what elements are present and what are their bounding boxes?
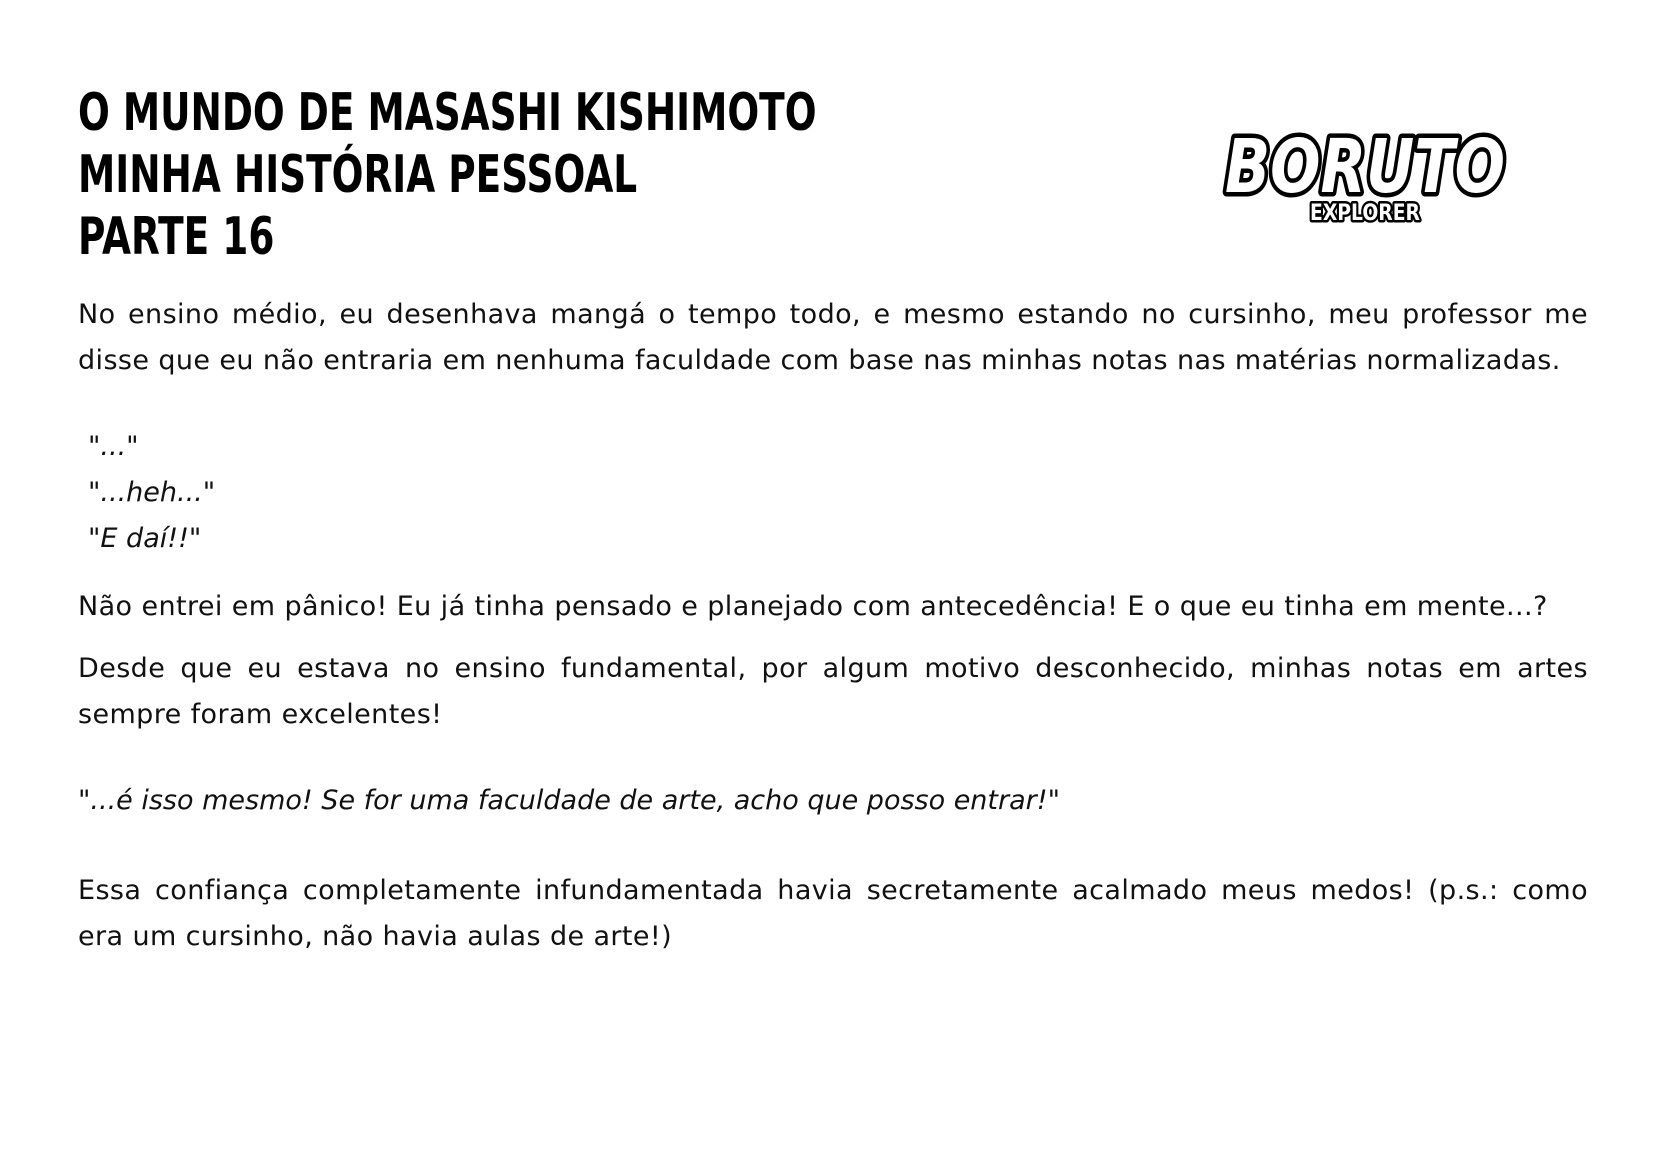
- quote-ellipsis: "...": [88, 431, 139, 462]
- boruto-explorer-logo: [1215, 120, 1515, 230]
- paragraph-2: Não entrei em pânico! Eu já tinha pensado e planejado com antecedência! E o que eu tinha em mente...?: [78, 591, 1548, 622]
- paragraph-3: Desde que eu estava no ensino fundamental, por algum motivo desconhecido, minhas notas em artes sempre foram excelentes!: [78, 653, 1588, 730]
- paragraph-1: No ensino médio, eu desenhava mangá o tempo todo, e mesmo estando no cursinho, meu professor me disse que eu não entraria em nenhuma faculdade com base nas minhas notas nas matérias normalizadas.: [78, 299, 1588, 376]
- quote-e-dai: "E daí!!": [88, 523, 202, 554]
- logo-main-text: [1225, 124, 1505, 210]
- title-line-3: PARTE 16: [78, 207, 275, 267]
- dialogue-block: [88, 424, 1588, 562]
- quote-art-school: "...é isso mesmo! Se for uma faculdade de arte, acho que posso entrar!": [78, 785, 1060, 816]
- paragraph-4: Essa confiança completamente infundamentada havia secretamente acalmado meus medos! (p.s.: como era um cursinho, não havia aulas de arte!): [78, 875, 1588, 952]
- svg-text:BORUTO: BORUTO: [1225, 124, 1505, 210]
- title-line-2: MINHA HISTÓRIA PESSOAL: [78, 145, 638, 205]
- logo-sub-text: [1310, 201, 1420, 226]
- title-block: [78, 82, 1165, 268]
- title-line-1: O MUNDO DE MASASHI KISHIMOTO: [78, 83, 817, 143]
- svg-text:EXPLORER: EXPLORER: [1310, 201, 1421, 226]
- quote-heh: "...heh...": [88, 477, 216, 508]
